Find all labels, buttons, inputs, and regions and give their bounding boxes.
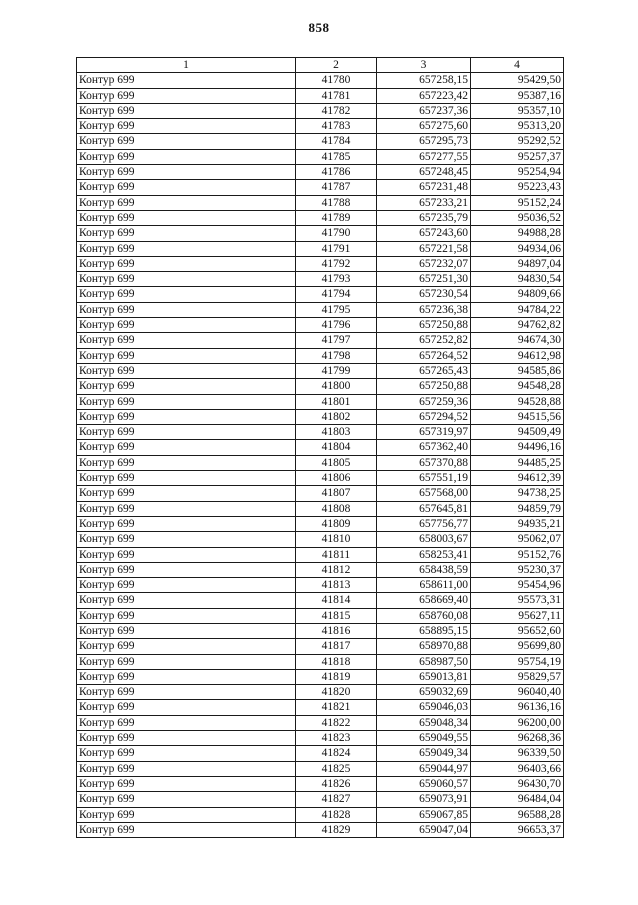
y-coordinate-cell: 94485,25 [471,455,564,470]
contour-name-cell: Контур 699 [77,685,296,700]
table-row [77,409,564,424]
table-row [77,516,564,531]
contour-name-cell: Контур 699 [77,425,296,440]
contour-name-cell: Контур 699 [77,409,296,424]
point-number-cell: 41806 [296,471,377,486]
table-row [77,287,564,302]
table-row [77,318,564,333]
point-number-cell: 41828 [296,807,377,822]
x-coordinate-cell: 658003,67 [377,532,471,547]
y-coordinate-cell: 94859,79 [471,501,564,516]
contour-name-cell: Контур 699 [77,119,296,134]
table-row [77,761,564,776]
point-number-cell: 41809 [296,516,377,531]
y-coordinate-cell: 95652,60 [471,623,564,638]
table-body [77,73,564,838]
table-row [77,807,564,822]
y-coordinate-cell: 94674,30 [471,333,564,348]
table-row [77,103,564,118]
y-coordinate-cell: 94935,21 [471,516,564,531]
x-coordinate-cell: 659049,34 [377,746,471,761]
contour-name-cell: Контур 699 [77,241,296,256]
x-coordinate-cell: 657264,52 [377,348,471,363]
point-number-cell: 41826 [296,776,377,791]
table-row [77,272,564,287]
x-coordinate-cell: 657294,52 [377,409,471,424]
point-number-cell: 41789 [296,210,377,225]
table-row [77,822,564,837]
contour-name-cell: Контур 699 [77,623,296,638]
y-coordinate-cell: 95627,11 [471,608,564,623]
y-coordinate-cell: 95387,16 [471,88,564,103]
x-coordinate-cell: 657551,19 [377,471,471,486]
y-coordinate-cell: 94738,25 [471,486,564,501]
table-row [77,731,564,746]
x-coordinate-cell: 658895,15 [377,623,471,638]
contour-name-cell: Контур 699 [77,287,296,302]
contour-name-cell: Контур 699 [77,302,296,317]
table-row [77,669,564,684]
x-coordinate-cell: 657258,15 [377,73,471,88]
contour-name-cell: Контур 699 [77,822,296,837]
contour-name-cell: Контур 699 [77,792,296,807]
point-number-cell: 41824 [296,746,377,761]
table-row [77,241,564,256]
x-coordinate-cell: 658970,88 [377,639,471,654]
contour-name-cell: Контур 699 [77,578,296,593]
x-coordinate-cell: 659067,85 [377,807,471,822]
contour-name-cell: Контур 699 [77,88,296,103]
table-row [77,792,564,807]
contour-name-cell: Контур 699 [77,73,296,88]
table-row [77,547,564,562]
y-coordinate-cell: 95699,80 [471,639,564,654]
header-row [77,58,564,73]
y-coordinate-cell: 94612,98 [471,348,564,363]
x-coordinate-cell: 657370,88 [377,455,471,470]
contour-name-cell: Контур 699 [77,363,296,378]
point-number-cell: 41823 [296,731,377,746]
x-coordinate-cell: 657231,48 [377,180,471,195]
x-coordinate-cell: 658987,50 [377,654,471,669]
point-number-cell: 41796 [296,318,377,333]
column-header-2: 2 [296,58,377,73]
x-coordinate-cell: 657230,54 [377,287,471,302]
table-row [77,73,564,88]
contour-name-cell: Контур 699 [77,165,296,180]
x-coordinate-cell: 658611,00 [377,578,471,593]
contour-name-cell: Контур 699 [77,639,296,654]
table-row [77,394,564,409]
y-coordinate-cell: 94548,28 [471,379,564,394]
point-number-cell: 41805 [296,455,377,470]
y-coordinate-cell: 95036,52 [471,210,564,225]
table-row [77,302,564,317]
y-coordinate-cell: 94809,66 [471,287,564,302]
x-coordinate-cell: 657233,21 [377,195,471,210]
table-row [77,134,564,149]
y-coordinate-cell: 96430,70 [471,776,564,791]
column-header-4: 4 [471,58,564,73]
y-coordinate-cell: 95573,31 [471,593,564,608]
contour-name-cell: Контур 699 [77,394,296,409]
x-coordinate-cell: 659044,97 [377,761,471,776]
y-coordinate-cell: 95357,10 [471,103,564,118]
point-number-cell: 41812 [296,562,377,577]
column-header-1: 1 [77,58,296,73]
y-coordinate-cell: 95152,76 [471,547,564,562]
x-coordinate-cell: 659048,34 [377,715,471,730]
point-number-cell: 41802 [296,409,377,424]
table-row [77,776,564,791]
x-coordinate-cell: 657236,38 [377,302,471,317]
point-number-cell: 41792 [296,256,377,271]
point-number-cell: 41803 [296,425,377,440]
contour-name-cell: Контур 699 [77,180,296,195]
point-number-cell: 41817 [296,639,377,654]
x-coordinate-cell: 659049,55 [377,731,471,746]
x-coordinate-cell: 657265,43 [377,363,471,378]
y-coordinate-cell: 95829,57 [471,669,564,684]
contour-name-cell: Контур 699 [77,134,296,149]
y-coordinate-cell: 95292,52 [471,134,564,149]
table-row [77,226,564,241]
table-row [77,180,564,195]
x-coordinate-cell: 657275,60 [377,119,471,134]
table-row [77,348,564,363]
point-number-cell: 41815 [296,608,377,623]
point-number-cell: 41798 [296,348,377,363]
y-coordinate-cell: 95230,37 [471,562,564,577]
point-number-cell: 41797 [296,333,377,348]
point-number-cell: 41780 [296,73,377,88]
table-row [77,700,564,715]
x-coordinate-cell: 657237,36 [377,103,471,118]
y-coordinate-cell: 94585,86 [471,363,564,378]
point-number-cell: 41827 [296,792,377,807]
point-number-cell: 41787 [296,180,377,195]
point-number-cell: 41804 [296,440,377,455]
table-row [77,501,564,516]
y-coordinate-cell: 96653,37 [471,822,564,837]
x-coordinate-cell: 657243,60 [377,226,471,241]
y-coordinate-cell: 95254,94 [471,165,564,180]
contour-name-cell: Контур 699 [77,516,296,531]
x-coordinate-cell: 657319,97 [377,425,471,440]
point-number-cell: 41818 [296,654,377,669]
x-coordinate-cell: 659060,57 [377,776,471,791]
y-coordinate-cell: 95257,37 [471,149,564,164]
contour-name-cell: Контур 699 [77,226,296,241]
point-number-cell: 41807 [296,486,377,501]
contour-name-cell: Контур 699 [77,256,296,271]
point-number-cell: 41821 [296,700,377,715]
point-number-cell: 41816 [296,623,377,638]
contour-name-cell: Контур 699 [77,608,296,623]
point-number-cell: 41800 [296,379,377,394]
y-coordinate-cell: 96268,36 [471,731,564,746]
point-number-cell: 41801 [296,394,377,409]
x-coordinate-cell: 659047,04 [377,822,471,837]
point-number-cell: 41820 [296,685,377,700]
point-number-cell: 41791 [296,241,377,256]
table-row [77,256,564,271]
y-coordinate-cell: 94515,56 [471,409,564,424]
coordinates-table [76,57,564,838]
contour-name-cell: Контур 699 [77,318,296,333]
y-coordinate-cell: 94784,22 [471,302,564,317]
point-number-cell: 41829 [296,822,377,837]
point-number-cell: 41785 [296,149,377,164]
x-coordinate-cell: 657232,07 [377,256,471,271]
x-coordinate-cell: 657362,40 [377,440,471,455]
x-coordinate-cell: 658669,40 [377,593,471,608]
table-row [77,532,564,547]
table-row [77,455,564,470]
contour-name-cell: Контур 699 [77,501,296,516]
contour-name-cell: Контур 699 [77,486,296,501]
contour-name-cell: Контур 699 [77,532,296,547]
contour-name-cell: Контур 699 [77,333,296,348]
table-row [77,562,564,577]
point-number-cell: 41813 [296,578,377,593]
point-number-cell: 41782 [296,103,377,118]
x-coordinate-cell: 657295,73 [377,134,471,149]
y-coordinate-cell: 94897,04 [471,256,564,271]
x-coordinate-cell: 658253,41 [377,547,471,562]
contour-name-cell: Контур 699 [77,761,296,776]
table-row [77,608,564,623]
table-row [77,593,564,608]
y-coordinate-cell: 95062,07 [471,532,564,547]
x-coordinate-cell: 657568,00 [377,486,471,501]
point-number-cell: 41814 [296,593,377,608]
table-row [77,379,564,394]
table-row [77,88,564,103]
table-row [77,363,564,378]
x-coordinate-cell: 659013,81 [377,669,471,684]
x-coordinate-cell: 657756,77 [377,516,471,531]
contour-name-cell: Контур 699 [77,562,296,577]
x-coordinate-cell: 657248,45 [377,165,471,180]
table-row [77,333,564,348]
contour-name-cell: Контур 699 [77,776,296,791]
point-number-cell: 41790 [296,226,377,241]
contour-name-cell: Контур 699 [77,272,296,287]
x-coordinate-cell: 659073,91 [377,792,471,807]
table-row [77,715,564,730]
table-row [77,623,564,638]
point-number-cell: 41781 [296,88,377,103]
contour-name-cell: Контур 699 [77,654,296,669]
point-number-cell: 41799 [296,363,377,378]
contour-name-cell: Контур 699 [77,700,296,715]
table-row [77,471,564,486]
contour-name-cell: Контур 699 [77,379,296,394]
table-row [77,149,564,164]
y-coordinate-cell: 95429,50 [471,73,564,88]
table-row [77,746,564,761]
y-coordinate-cell: 94762,82 [471,318,564,333]
x-coordinate-cell: 657277,55 [377,149,471,164]
point-number-cell: 41784 [296,134,377,149]
table-row [77,440,564,455]
contour-name-cell: Контур 699 [77,669,296,684]
contour-name-cell: Контур 699 [77,731,296,746]
y-coordinate-cell: 94528,88 [471,394,564,409]
contour-name-cell: Контур 699 [77,455,296,470]
x-coordinate-cell: 658760,08 [377,608,471,623]
contour-name-cell: Контур 699 [77,471,296,486]
point-number-cell: 41819 [296,669,377,684]
y-coordinate-cell: 96200,00 [471,715,564,730]
table-row [77,578,564,593]
contour-name-cell: Контур 699 [77,210,296,225]
point-number-cell: 41808 [296,501,377,516]
table-row [77,195,564,210]
y-coordinate-cell: 95152,24 [471,195,564,210]
x-coordinate-cell: 658438,59 [377,562,471,577]
point-number-cell: 41793 [296,272,377,287]
x-coordinate-cell: 657223,42 [377,88,471,103]
y-coordinate-cell: 96484,04 [471,792,564,807]
y-coordinate-cell: 96040,40 [471,685,564,700]
table-header [77,58,564,73]
point-number-cell: 41788 [296,195,377,210]
contour-name-cell: Контур 699 [77,103,296,118]
table-row [77,425,564,440]
table-row [77,165,564,180]
point-number-cell: 41825 [296,761,377,776]
table-row [77,486,564,501]
point-number-cell: 41783 [296,119,377,134]
y-coordinate-cell: 96588,28 [471,807,564,822]
y-coordinate-cell: 95754,19 [471,654,564,669]
y-coordinate-cell: 94988,28 [471,226,564,241]
y-coordinate-cell: 95223,43 [471,180,564,195]
point-number-cell: 41810 [296,532,377,547]
table-row [77,654,564,669]
point-number-cell: 41811 [296,547,377,562]
x-coordinate-cell: 657259,36 [377,394,471,409]
y-coordinate-cell: 94612,39 [471,471,564,486]
column-header-3: 3 [377,58,471,73]
page-number: 858 [308,20,330,35]
x-coordinate-cell: 657250,88 [377,379,471,394]
contour-name-cell: Контур 699 [77,149,296,164]
x-coordinate-cell: 657235,79 [377,210,471,225]
contour-name-cell: Контур 699 [77,547,296,562]
y-coordinate-cell: 96136,16 [471,700,564,715]
y-coordinate-cell: 96403,66 [471,761,564,776]
point-number-cell: 41822 [296,715,377,730]
y-coordinate-cell: 96339,50 [471,746,564,761]
table-row [77,639,564,654]
contour-name-cell: Контур 699 [77,807,296,822]
y-coordinate-cell: 95313,20 [471,119,564,134]
table-row [77,685,564,700]
y-coordinate-cell: 94509,49 [471,425,564,440]
contour-name-cell: Контур 699 [77,440,296,455]
contour-name-cell: Контур 699 [77,195,296,210]
y-coordinate-cell: 94934,06 [471,241,564,256]
y-coordinate-cell: 94496,16 [471,440,564,455]
x-coordinate-cell: 657252,82 [377,333,471,348]
table-row [77,210,564,225]
contour-name-cell: Контур 699 [77,348,296,363]
point-number-cell: 41786 [296,165,377,180]
contour-name-cell: Контур 699 [77,746,296,761]
table-row [77,119,564,134]
contour-name-cell: Контур 699 [77,715,296,730]
x-coordinate-cell: 659032,69 [377,685,471,700]
point-number-cell: 41794 [296,287,377,302]
x-coordinate-cell: 657251,30 [377,272,471,287]
y-coordinate-cell: 95454,96 [471,578,564,593]
y-coordinate-cell: 94830,54 [471,272,564,287]
x-coordinate-cell: 657250,88 [377,318,471,333]
point-number-cell: 41795 [296,302,377,317]
contour-name-cell: Контур 699 [77,593,296,608]
x-coordinate-cell: 657221,58 [377,241,471,256]
x-coordinate-cell: 657645,81 [377,501,471,516]
x-coordinate-cell: 659046,03 [377,700,471,715]
